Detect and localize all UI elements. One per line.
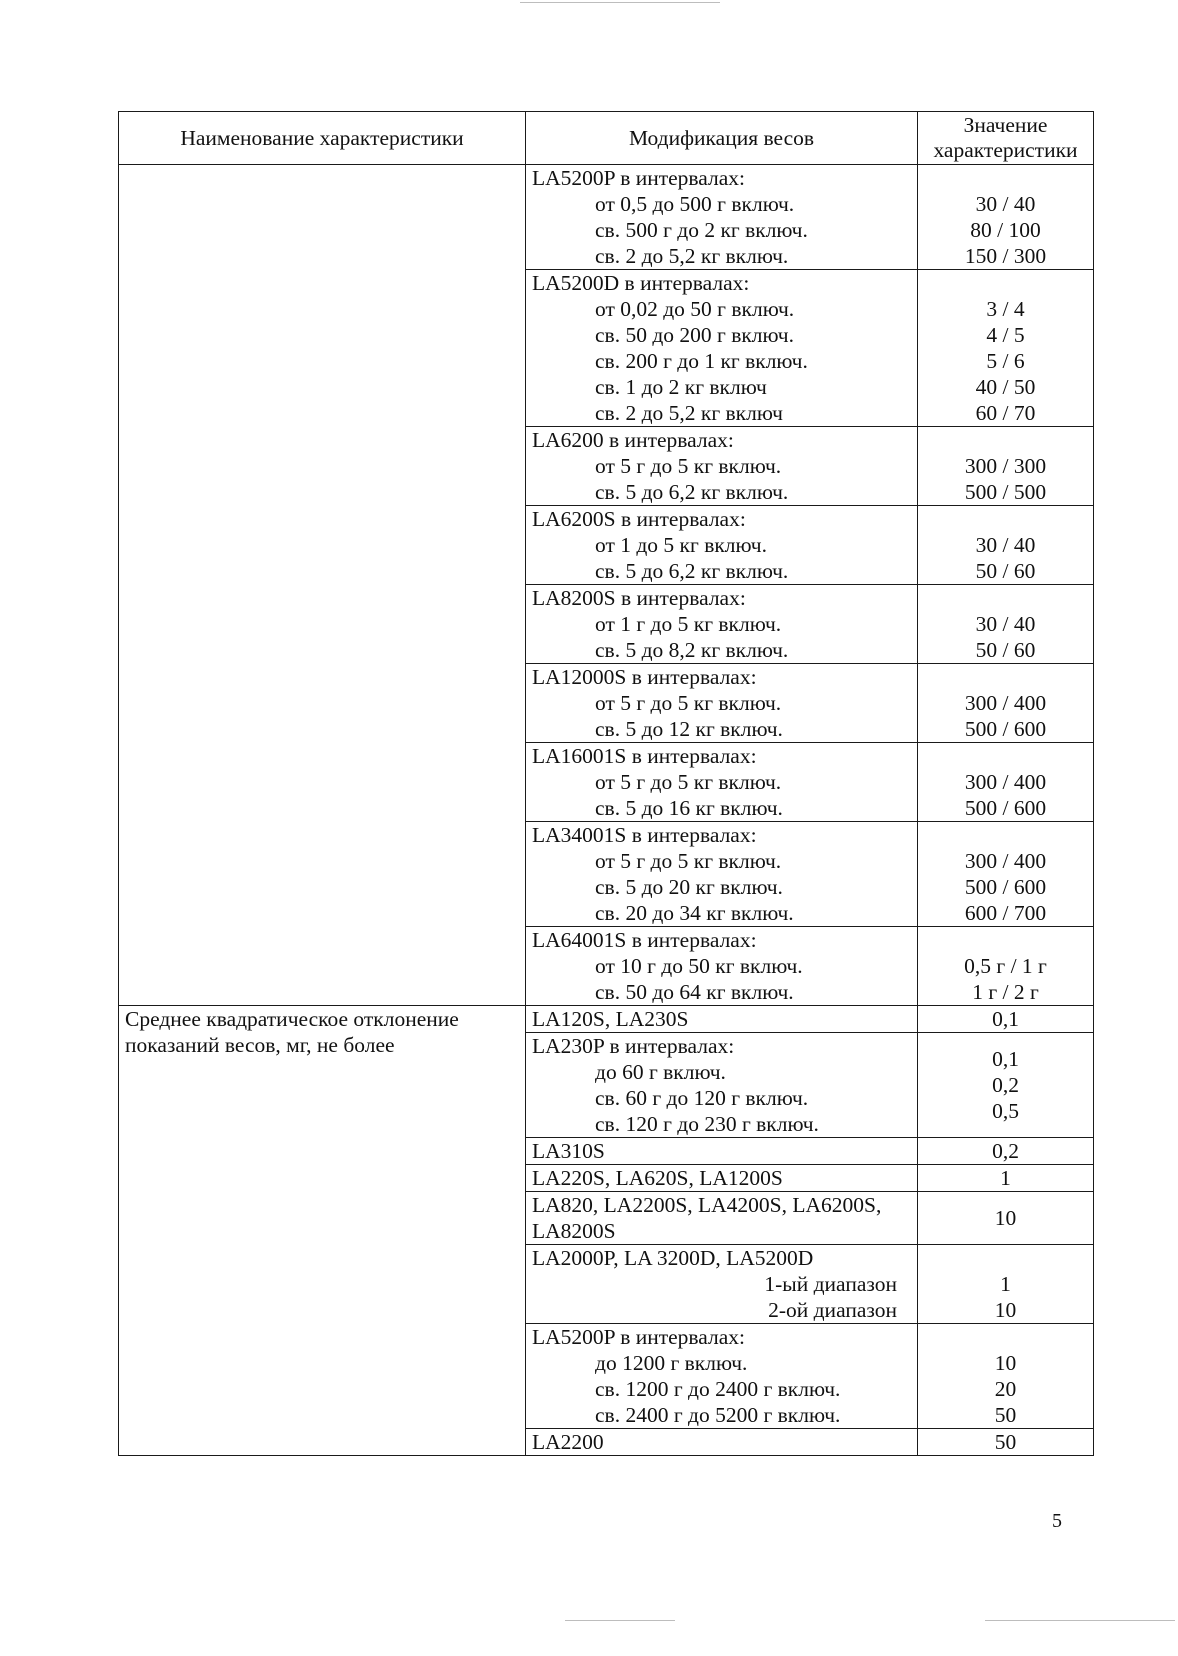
interval-label: от 5 г до 5 кг включ. xyxy=(595,691,782,715)
value: 50 xyxy=(994,1403,1017,1427)
interval-label: св. 5 до 8,2 кг включ. xyxy=(595,638,789,662)
interval-label: св. 5 до 6,2 кг включ. xyxy=(595,559,789,583)
value-cell xyxy=(918,664,1094,743)
modification-cell xyxy=(526,1165,918,1192)
modification-cell xyxy=(526,1192,918,1245)
value-cell xyxy=(918,585,1094,664)
interval-label: от 1 г до 5 кг включ. xyxy=(595,612,782,636)
model-title: LA5200P в интервалах: xyxy=(532,1325,746,1349)
value: 150 / 300 xyxy=(964,244,1047,268)
model-title: LA2200 xyxy=(532,1430,604,1454)
header-characteristic: Наименование характеристики xyxy=(119,112,526,165)
value: 500 / 500 xyxy=(964,480,1047,504)
model-title: LA230P в интервалах: xyxy=(532,1034,735,1058)
value: 500 / 600 xyxy=(964,717,1047,741)
model-title: LA34001S в интервалах: xyxy=(532,823,757,847)
value: 300 / 400 xyxy=(964,691,1047,715)
value: 0,2 xyxy=(992,1073,1019,1097)
value-cell xyxy=(918,927,1094,1006)
modification-cell xyxy=(526,1324,918,1429)
modification-cell xyxy=(526,165,918,270)
value: 3 / 4 xyxy=(986,297,1025,321)
value: 0,5 xyxy=(992,1099,1019,1123)
interval-label: св. 50 до 64 кг включ. xyxy=(595,980,794,1004)
interval-label: до 1200 г включ. xyxy=(595,1351,748,1375)
value: 500 / 600 xyxy=(964,875,1047,899)
table-row xyxy=(119,165,1094,270)
value: 0,1 xyxy=(992,1007,1019,1031)
page-number: 5 xyxy=(1052,1510,1062,1532)
interval-label: от 0,5 до 500 г включ. xyxy=(595,192,795,216)
modification-cell xyxy=(526,664,918,743)
interval-label: св. 500 г до 2 кг включ. xyxy=(595,218,808,242)
modification-cell xyxy=(526,1429,918,1456)
header-value-line1: Значение xyxy=(963,113,1048,137)
model-title: LA120S, LA230S xyxy=(532,1007,689,1031)
interval-label: от 10 г до 50 кг включ. xyxy=(595,954,803,978)
value: 0,5 г / 1 г xyxy=(964,954,1047,978)
value: 30 / 40 xyxy=(975,192,1036,216)
value-cell xyxy=(918,270,1094,427)
interval-label: от 5 г до 5 кг включ. xyxy=(595,454,782,478)
interval-label: св. 5 до 6,2 кг включ. xyxy=(595,480,789,504)
interval-label: от 5 г до 5 кг включ. xyxy=(595,849,782,873)
interval-label: от 5 г до 5 кг включ. xyxy=(595,770,782,794)
table-header-row xyxy=(119,112,1094,165)
interval-label: св. 2400 г до 5200 г включ. xyxy=(595,1403,841,1427)
scan-artifact xyxy=(565,1620,675,1621)
model-title: LA310S xyxy=(532,1139,605,1163)
specifications-table xyxy=(118,111,1094,1456)
value: 0,2 xyxy=(992,1139,1019,1163)
value-cell xyxy=(918,1429,1094,1456)
modification-cell xyxy=(526,585,918,664)
modification-cell xyxy=(526,1006,918,1033)
value-cell xyxy=(918,427,1094,506)
value-cell xyxy=(918,1033,1094,1138)
value: 30 / 40 xyxy=(975,612,1036,636)
scan-artifact xyxy=(985,1620,1175,1621)
model-title: LA8200S в интервалах: xyxy=(532,586,746,610)
interval-label: св. 5 до 12 кг включ. xyxy=(595,717,783,741)
value-cell xyxy=(918,1324,1094,1429)
model-title: LA5200D в интервалах: xyxy=(532,271,750,295)
header-value xyxy=(918,112,1094,165)
value: 60 / 70 xyxy=(975,401,1036,425)
interval-label: от 0,02 до 50 г включ. xyxy=(595,297,795,321)
interval-label: св. 50 до 200 г включ. xyxy=(595,323,794,347)
model-title: LA2000P, LA 3200D, LA5200D xyxy=(532,1246,814,1270)
model-title: LA8200S xyxy=(532,1219,616,1243)
value-cell xyxy=(918,506,1094,585)
interval-label: от 1 до 5 кг включ. xyxy=(595,533,767,557)
characteristic-label: Среднее квадратическое отклонение xyxy=(125,1007,459,1031)
value-cell xyxy=(918,165,1094,270)
modification-cell xyxy=(526,1138,918,1165)
characteristic-cell xyxy=(119,1006,526,1456)
interval-label: св. 2 до 5,2 кг включ xyxy=(595,401,783,425)
value: 0,1 xyxy=(992,1047,1019,1071)
model-title: LA5200P в интервалах: xyxy=(532,166,746,190)
modification-cell xyxy=(526,927,918,1006)
value: 50 xyxy=(994,1430,1017,1454)
interval-label: св. 60 г до 120 г включ. xyxy=(595,1086,809,1110)
value: 5 / 6 xyxy=(986,349,1025,373)
header-value-line2: характеристики xyxy=(933,138,1078,162)
range-label: 1-ый диапазон xyxy=(764,1272,897,1296)
value: 10 xyxy=(994,1298,1017,1322)
value-cell xyxy=(918,743,1094,822)
value: 30 / 40 xyxy=(975,533,1036,557)
value: 1 xyxy=(1000,1272,1011,1296)
interval-label: до 60 г включ. xyxy=(595,1060,726,1084)
range-label: 2-ой диапазон xyxy=(768,1298,897,1322)
modification-cell xyxy=(526,822,918,927)
value: 1 г / 2 г xyxy=(972,980,1039,1004)
value: 300 / 300 xyxy=(964,454,1047,478)
model-title: LA16001S в интервалах: xyxy=(532,744,757,768)
model-title: LA220S, LA620S, LA1200S xyxy=(532,1166,783,1190)
model-title: LA6200 в интервалах: xyxy=(532,428,734,452)
value: 1 xyxy=(1000,1166,1011,1190)
value-cell xyxy=(918,822,1094,927)
modification-cell xyxy=(526,427,918,506)
value: 10 xyxy=(994,1206,1017,1230)
modification-cell xyxy=(526,1033,918,1138)
value-cell xyxy=(918,1138,1094,1165)
table-row xyxy=(119,1006,1094,1033)
value: 300 / 400 xyxy=(964,849,1047,873)
modification-cell xyxy=(526,270,918,427)
value: 300 / 400 xyxy=(964,770,1047,794)
interval-label: св. 200 г до 1 кг включ. xyxy=(595,349,808,373)
interval-label: св. 2 до 5,2 кг включ. xyxy=(595,244,789,268)
characteristic-label: показаний весов, мг, не более xyxy=(125,1033,395,1057)
value: 500 / 600 xyxy=(964,796,1047,820)
header-modification: Модификация весов xyxy=(526,112,918,165)
interval-label: св. 120 г до 230 г включ. xyxy=(595,1112,819,1136)
interval-label: св. 1 до 2 кг включ xyxy=(595,375,767,399)
model-title: LA12000S в интервалах: xyxy=(532,665,757,689)
model-title: LA820, LA2200S, LA4200S, LA6200S, xyxy=(532,1193,882,1217)
value: 10 xyxy=(994,1351,1017,1375)
value: 50 / 60 xyxy=(975,638,1036,662)
modification-cell xyxy=(526,1245,918,1324)
interval-label: св. 20 до 34 кг включ. xyxy=(595,901,794,925)
scan-artifact xyxy=(520,2,720,3)
modification-cell xyxy=(526,743,918,822)
interval-label: св. 5 до 16 кг включ. xyxy=(595,796,783,820)
value-cell xyxy=(918,1245,1094,1324)
value: 4 / 5 xyxy=(986,323,1025,347)
model-title: LA64001S в интервалах: xyxy=(532,928,757,952)
model-title: LA6200S в интервалах: xyxy=(532,507,746,531)
interval-label: св. 1200 г до 2400 г включ. xyxy=(595,1377,841,1401)
value-cell xyxy=(918,1006,1094,1033)
characteristic-cell xyxy=(119,165,526,1006)
value-cell xyxy=(918,1165,1094,1192)
interval-label: св. 5 до 20 кг включ. xyxy=(595,875,783,899)
value-cell xyxy=(918,1192,1094,1245)
value: 40 / 50 xyxy=(975,375,1036,399)
value: 80 / 100 xyxy=(970,218,1041,242)
value: 600 / 700 xyxy=(964,901,1047,925)
value: 20 xyxy=(994,1377,1017,1401)
modification-cell xyxy=(526,506,918,585)
value: 50 / 60 xyxy=(975,559,1036,583)
